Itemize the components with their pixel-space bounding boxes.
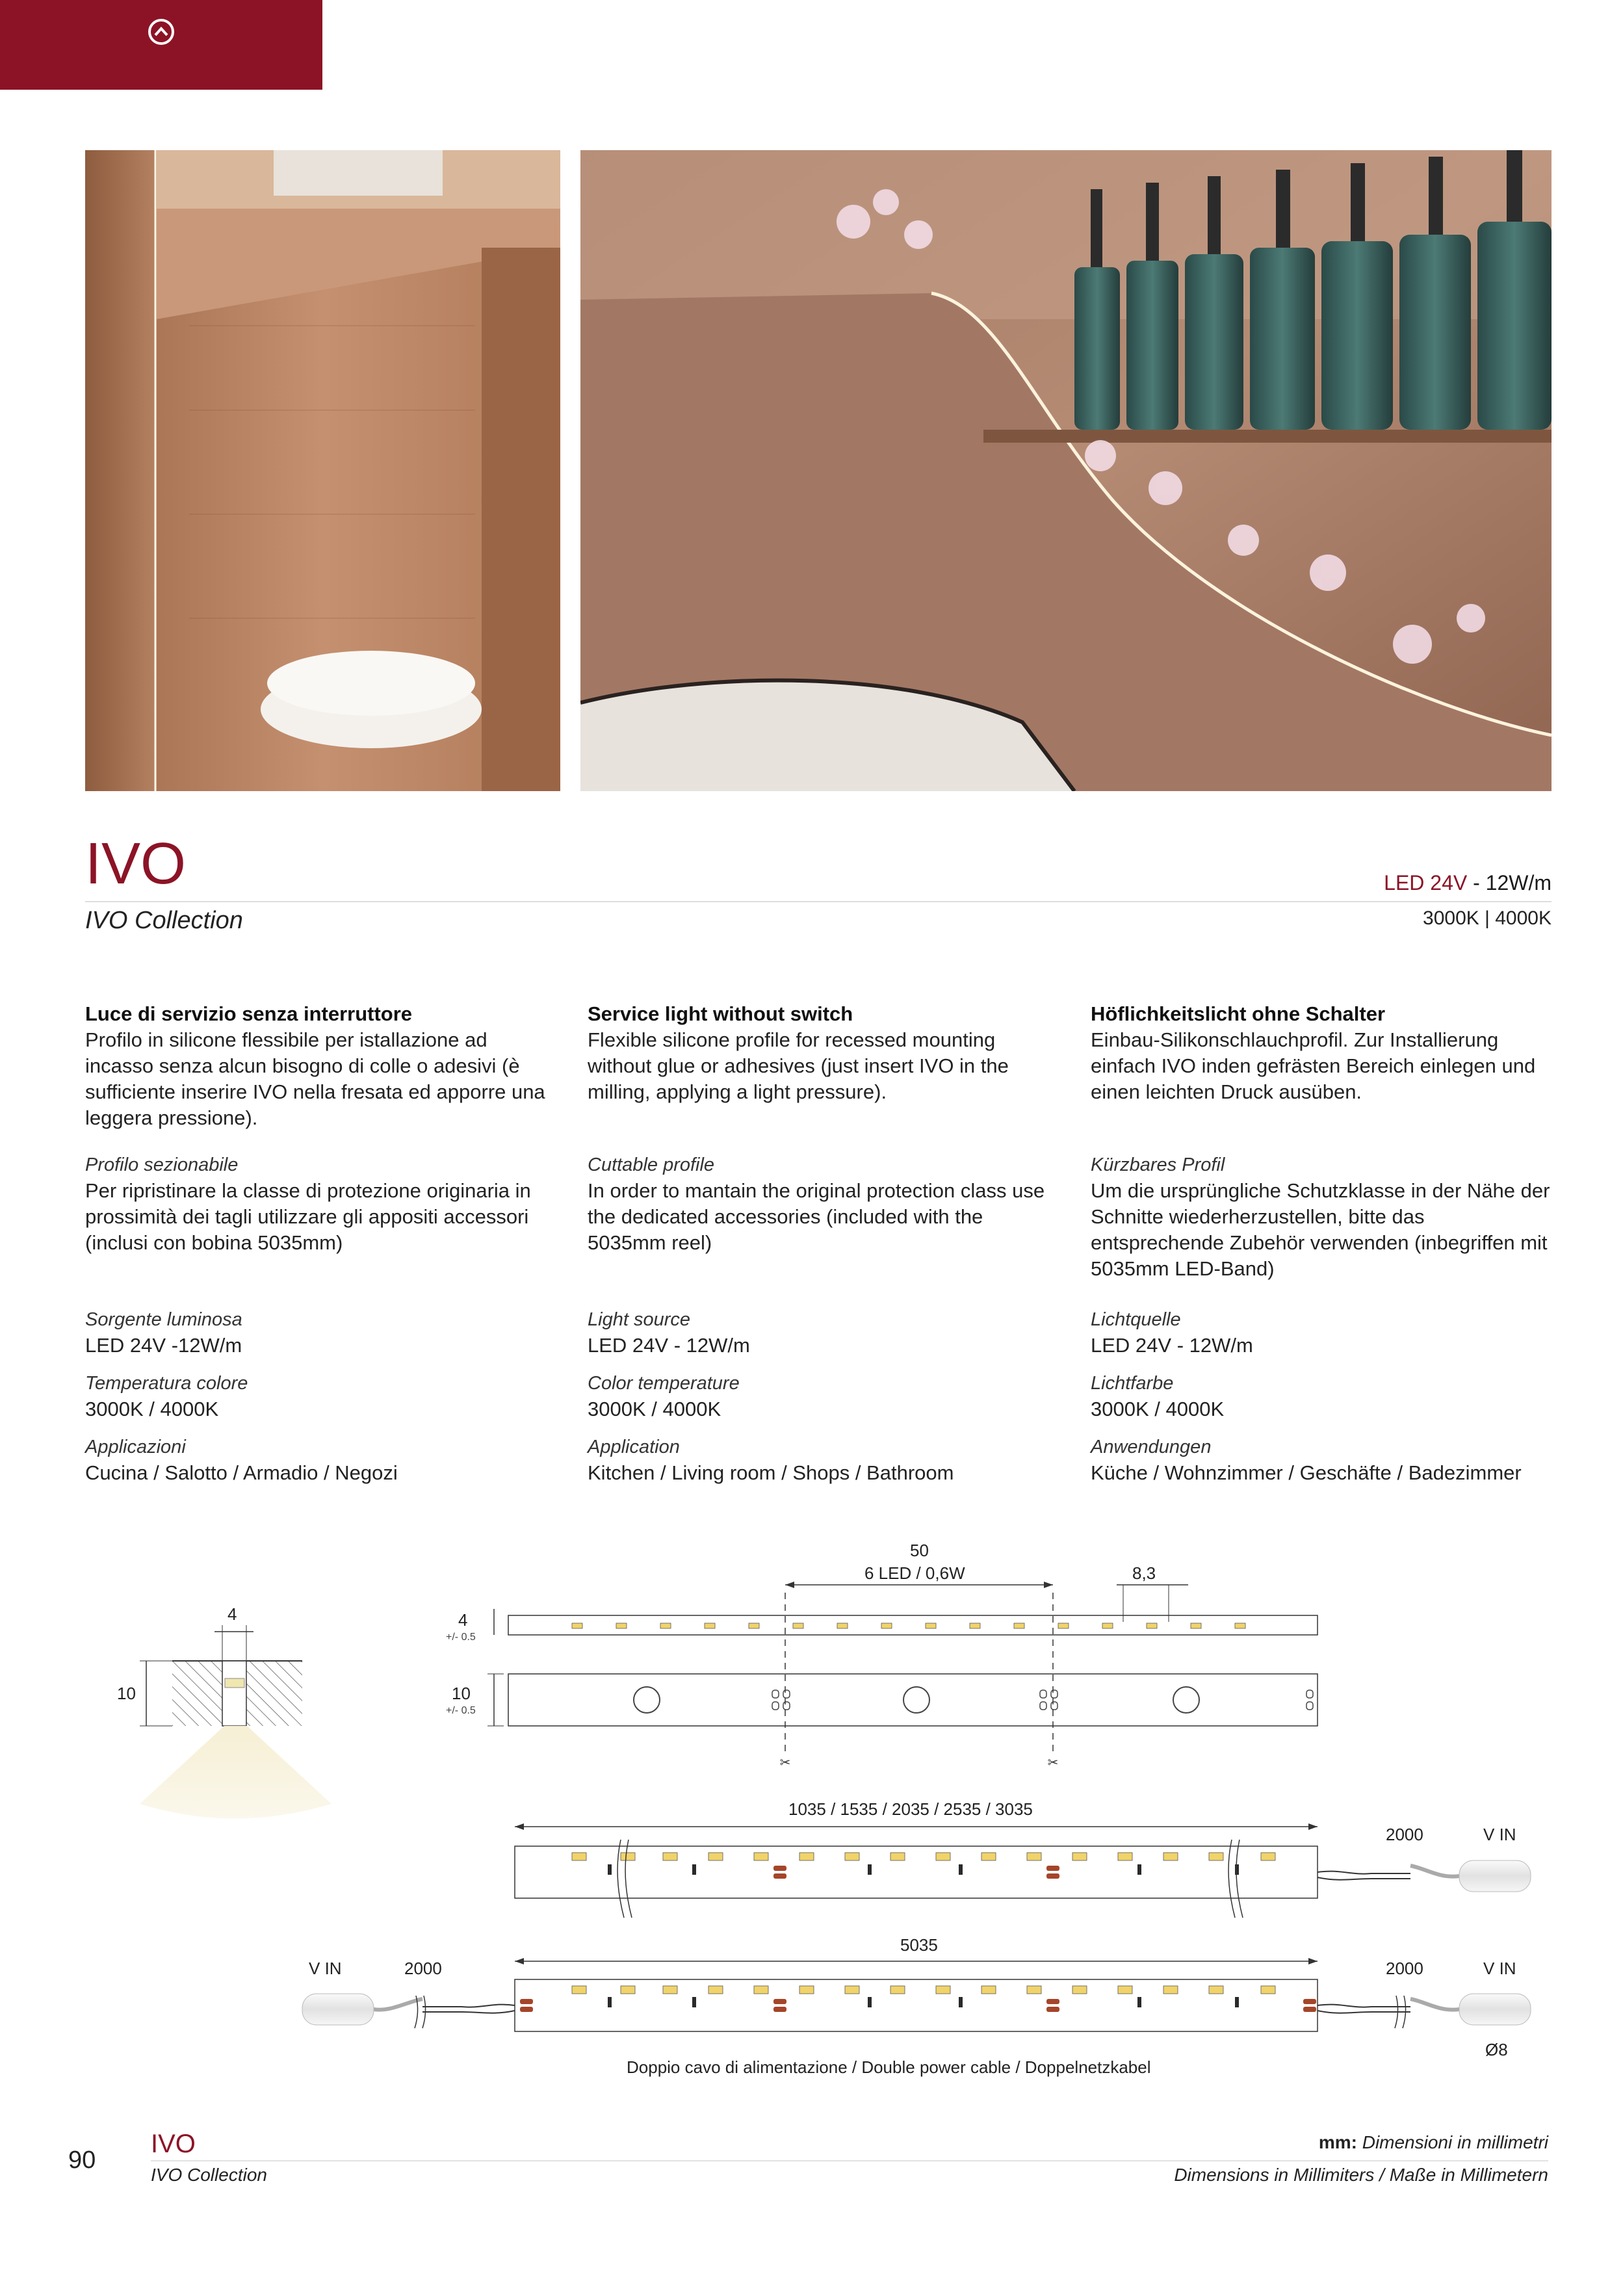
brand-mark-icon <box>146 17 176 47</box>
app-label: Applicazioni <box>85 1437 186 1457</box>
product-title: IVO <box>85 831 187 896</box>
column-english-specs <box>588 1307 1056 1486</box>
dim-diameter: Ø8 <box>1485 2040 1508 2059</box>
temp-value: 3000K / 4000K <box>85 1398 219 1420</box>
strip-full-reel <box>302 1958 1531 2031</box>
column-english <box>588 1001 1056 1256</box>
brand-name: FORMA E FUNZIONE <box>693 53 930 77</box>
app-label: Application <box>588 1437 680 1457</box>
led-power: - 12W/m <box>1467 871 1552 894</box>
drawing-caption: Doppio cavo di alimentazione / Double power cable / Doppelnetzkabel <box>627 2057 1151 2077</box>
app-value: Küche / Wohnzimmer / Geschäfte / Badezimmer <box>1091 1461 1522 1484</box>
source-value: LED 24V - 12W/m <box>1091 1334 1253 1357</box>
column-italian <box>85 1001 553 1256</box>
column-italian-specs <box>85 1307 553 1486</box>
dim-section-height: 10 <box>117 1684 136 1703</box>
unit-bold: mm: <box>1318 2132 1357 2152</box>
led-voltage: LED 24V <box>1384 871 1468 894</box>
col-intro: Flexible silicone profile for recessed mounting without glue or adhesives (just insert IVO in the milling, applying a light pressure). <box>588 1028 1009 1103</box>
dim-cable-length: 2000 <box>1386 1825 1423 1844</box>
shelf-photo <box>580 150 1552 791</box>
footer-title: IVO <box>151 2130 196 2158</box>
temp-label: Temperatura colore <box>85 1373 248 1394</box>
cut-label: Profilo sezionabile <box>85 1155 239 1175</box>
footer-units-en-de: Dimensions in Millimiters / Maße in Millimetern <box>1174 2165 1548 2185</box>
led-spec <box>1384 871 1552 895</box>
footer-units-it <box>1319 2132 1548 2153</box>
dim-tolerance-1: +/- 0.5 <box>446 1632 476 1643</box>
source-label: Sorgente luminosa <box>85 1309 242 1330</box>
dim-led-pitch: 8,3 <box>1132 1563 1156 1583</box>
temp-value: 3000K / 4000K <box>588 1398 721 1420</box>
strip-top-view <box>487 1582 1318 1770</box>
footer-rule <box>151 2160 1548 2161</box>
col-intro: Profilo in silicone flessibile per istallazione ad incasso senza alcun bisogno di colle o adesivi (è sufficiente inserire IVO nella fresata ed apporre una leggera pressione). <box>85 1028 545 1129</box>
col-intro: Einbau-Silikonschlauchprofil. Zur Installierung einfach IVO inden gefrästen Bereich einlegen und einen leichten Druck ausüben. <box>1091 1028 1536 1103</box>
cross-section <box>140 1625 331 1819</box>
dim-cut-lengths: 1035 / 1535 / 2035 / 2535 / 3035 <box>788 1799 1033 1819</box>
dim-cable-length-left: 2000 <box>404 1959 442 1978</box>
cut-text: In order to mantain the original protection class use the dedicated accessories (included with the 5035mm reel) <box>588 1179 1045 1254</box>
source-value: LED 24V -12W/m <box>85 1334 242 1357</box>
temp-value: 3000K / 4000K <box>1091 1398 1225 1420</box>
cut-label: Kürzbares Profil <box>1091 1155 1225 1175</box>
source-value: LED 24V - 12W/m <box>588 1334 750 1357</box>
temp-label: Lichtfarbe <box>1091 1373 1174 1394</box>
dim-cable-length-right: 2000 <box>1386 1959 1423 1978</box>
strip-cut-lengths <box>515 1823 1531 1918</box>
color-temps: 3000K | 4000K <box>1423 907 1552 929</box>
svg-text:✂: ✂ <box>779 1755 791 1770</box>
technical-drawing <box>0 1528 1623 2113</box>
page-number: 90 <box>68 2146 96 2174</box>
label-vin-left: V IN <box>309 1959 342 1978</box>
cut-text: Um die ursprüngliche Schutzklasse in der Nähe der Schnitte wiederherzustellen, bitte das entsprechende Zubehör verwenden (inbegriffen mit 5035mm LED-Band) <box>1091 1179 1550 1280</box>
app-label: Anwendungen <box>1091 1437 1212 1457</box>
dim-section-width: 4 <box>227 1604 237 1624</box>
wardrobe-photo <box>85 150 560 791</box>
cut-text: Per ripristinare la classe di protezione originaria in prossimità dei tagli utilizzare gli appositi accessori (inclusi con bobina 5035mm) <box>85 1179 531 1254</box>
svg-text:✂: ✂ <box>1047 1755 1059 1770</box>
header-rule <box>85 901 1552 902</box>
col-heading: Service light without switch <box>588 1002 853 1025</box>
product-subtitle: IVO Collection <box>85 907 243 934</box>
temp-label: Color temperature <box>588 1373 740 1394</box>
dim-tolerance-2: +/- 0.5 <box>446 1705 476 1716</box>
dim-seg-leds: 6 LED / 0,6W <box>864 1563 965 1583</box>
column-german <box>1091 1001 1559 1282</box>
label-vin-right: V IN <box>1483 1959 1516 1978</box>
unit-italian: Dimensioni in millimetri <box>1357 2132 1548 2152</box>
source-label: Lichtquelle <box>1091 1309 1181 1330</box>
col-heading: Luce di servizio senza interruttore <box>85 1002 413 1025</box>
dim-profile-h1: 4 <box>458 1610 468 1630</box>
dim-reel-length: 5035 <box>900 1935 938 1955</box>
column-german-specs <box>1091 1307 1559 1486</box>
dim-profile-h2: 10 <box>452 1684 471 1703</box>
brand-logo <box>0 0 1610 90</box>
label-vin: V IN <box>1483 1825 1516 1844</box>
footer-subtitle: IVO Collection <box>151 2165 267 2185</box>
source-label: Light source <box>588 1309 690 1330</box>
app-value: Cucina / Salotto / Armadio / Negozi <box>85 1461 398 1484</box>
col-heading: Höflichkeitslicht ohne Schalter <box>1091 1002 1386 1025</box>
dim-seg-length: 50 <box>910 1541 929 1560</box>
registered-mark: ® <box>1604 52 1610 61</box>
cut-label: Cuttable profile <box>588 1155 715 1175</box>
app-value: Kitchen / Living room / Shops / Bathroom <box>588 1461 954 1484</box>
